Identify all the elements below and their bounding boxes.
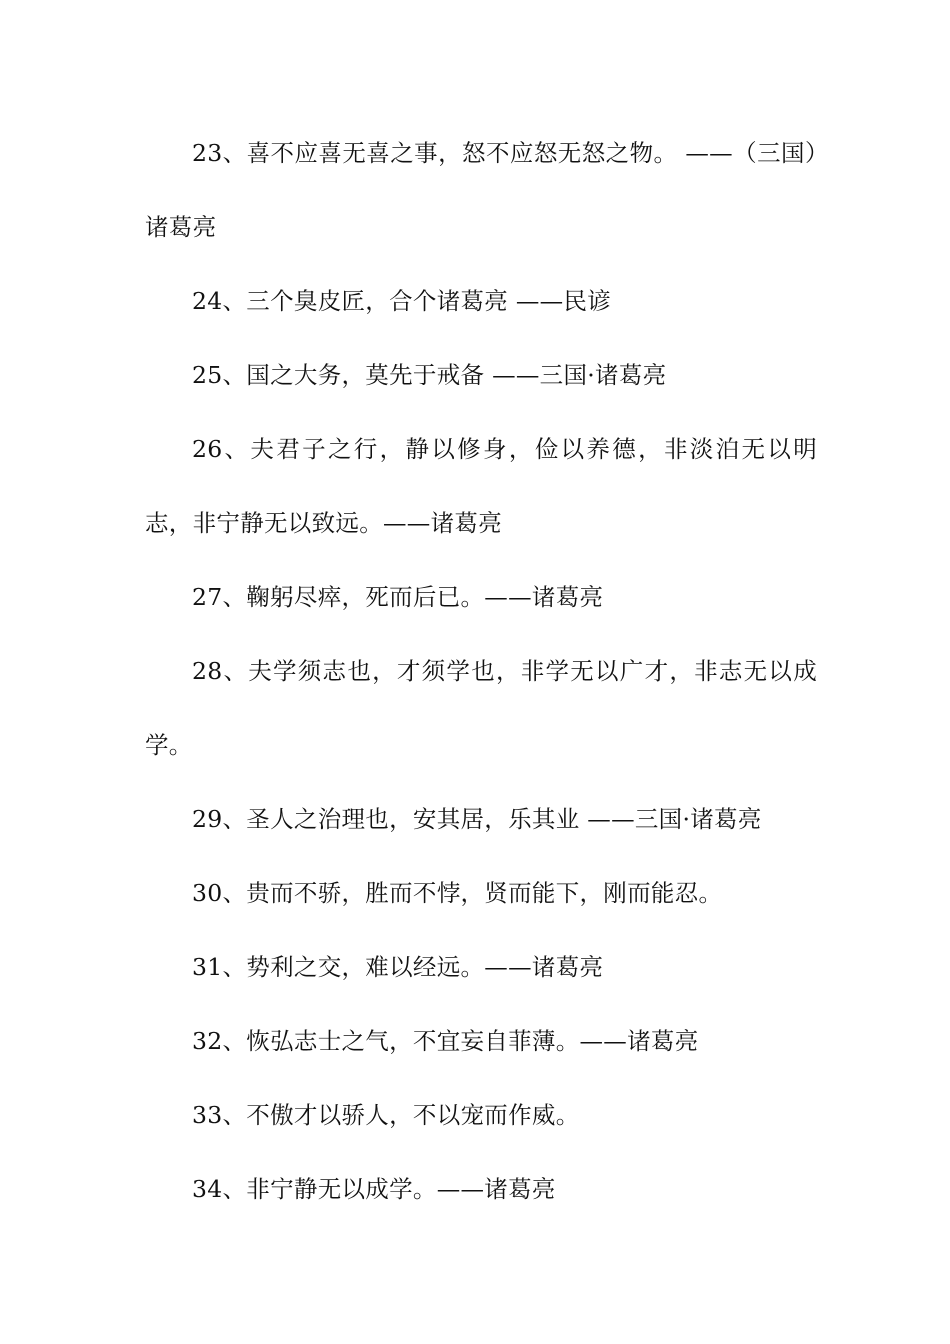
quote-paragraph-29: 29、圣人之治理也，安其居，乐其业 ——三国·诸葛亮 [192,805,762,833]
quote-list [145,116,817,1226]
quote-paragraph-33: 33、不傲才以骄人，不以宠而作威。 [192,1101,580,1129]
quote-paragraph-25: 25、国之大务，莫先于戒备 ——三国·诸葛亮 [192,361,667,389]
quote-paragraph-23: 23、喜不应喜无喜之事，怒不应怒无怒之物。 ——（三国）诸葛亮 [145,139,817,241]
quote-paragraph-34: 34、非宁静无以成学。——诸葛亮 [192,1175,556,1203]
quote-paragraph-27: 27、鞠躬尽瘁，死而后已。——诸葛亮 [192,583,604,611]
quote-paragraph-24: 24、三个臭皮匠，合个诸葛亮 ——民谚 [192,287,612,315]
quote-paragraph-31: 31、势利之交，难以经远。——诸葛亮 [192,953,604,981]
quote-paragraph-28: 28、夫学须志也，才须学也，非学无以广才，非志无以成学。 [145,657,817,759]
quote-paragraph-26: 26、夫君子之行，静以修身，俭以养德，非淡泊无以明志，非宁静无以致远。——诸葛亮 [145,435,817,537]
quote-paragraph-32: 32、恢弘志士之气，不宜妄自菲薄。——诸葛亮 [192,1027,699,1055]
quote-paragraph-30: 30、贵而不骄，胜而不悖，贤而能下，刚而能忍。 [192,879,723,907]
